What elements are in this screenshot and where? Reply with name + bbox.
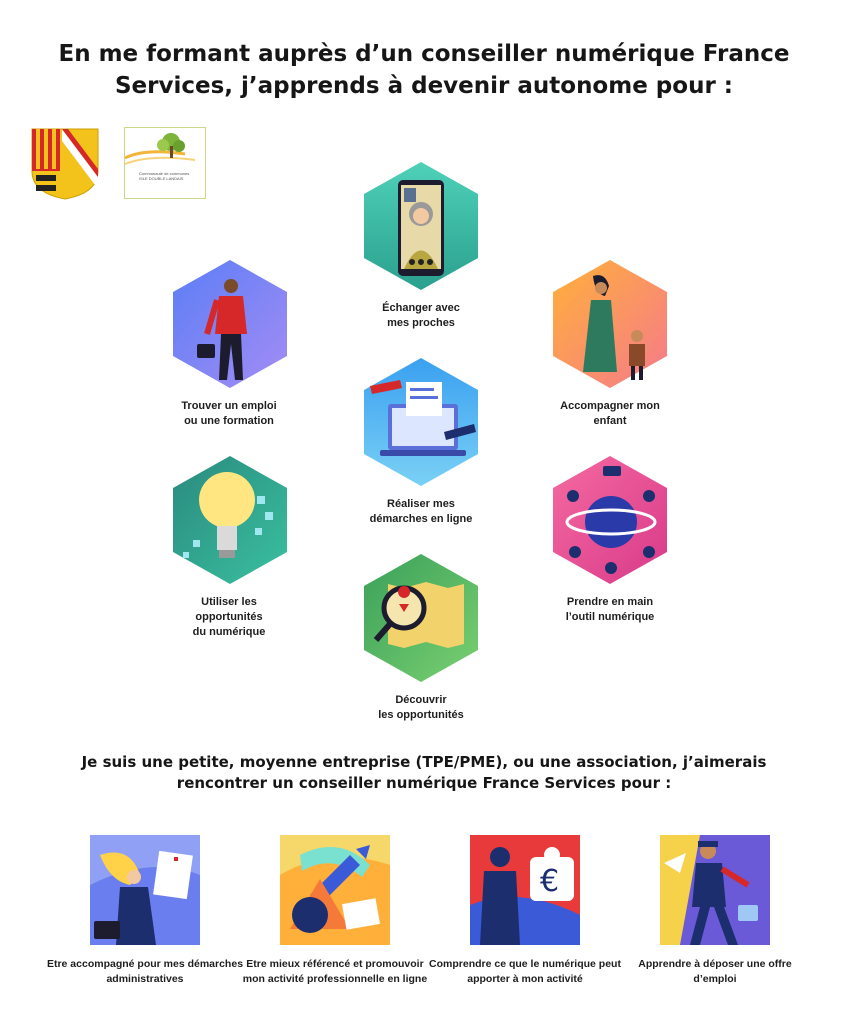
page-title [0,38,848,102]
svg-text:€: € [540,864,560,899]
caption-line: administratives [106,973,184,985]
hexagon-job-icon [173,260,287,388]
caption-line: Découvrir [395,694,447,706]
hexagon-exchange-icon [364,162,478,290]
hexagon-lightbulb-icon [173,456,287,584]
caption-line: mon activité professionnelle en ligne [242,973,428,985]
caption-line: Etre mieux référencé et promouvoir [246,958,424,970]
caption-line: Utiliser les [201,596,257,608]
community-logo-text-1: Communauté de communes [139,171,190,176]
hexagon-map-icon [364,554,478,682]
caption-line: Échanger avec [382,302,460,314]
caption-card-job-offer [615,957,815,987]
title-line-2: Services, j’apprends à devenir autonome pour : [114,73,733,99]
caption-line: apporter à mon activité [467,973,583,985]
caption-line: Apprendre à déposer une offre [638,958,792,970]
caption-line: les opportunités [378,709,464,721]
caption-line: l’outil numérique [565,611,655,623]
card-digital-value-icon [470,835,580,945]
card-job-offer-icon [660,835,770,945]
caption-line: Etre accompagné pour mes démarches [46,958,244,970]
caption-job [144,399,314,429]
caption-digital-tool [525,595,695,625]
caption-line: enfant [593,415,627,427]
business-subtitle [0,752,848,794]
caption-discover [336,693,506,723]
caption-line: ou une formation [184,415,274,427]
caption-line: opportunités [195,611,263,623]
caption-line: du numérique [192,626,266,638]
caption-opportunities-digital [144,595,314,640]
card-admin-procedures-icon [90,835,200,945]
title-line-1: En me formant auprès d’un conseiller numérique France [58,41,790,67]
caption-child [525,399,695,429]
card-promote-activity-icon [280,835,390,945]
caption-line: d’emploi [693,973,737,985]
caption-line: Accompagner mon [560,400,660,412]
caption-exchange [336,301,506,331]
caption-card-admin [45,957,245,987]
caption-line: Prendre en main [566,596,654,608]
business-subtitle-line-2: rencontrer un conseiller numérique France Services pour : [176,774,672,792]
caption-online-procedures [336,497,506,527]
caption-line: démarches en ligne [369,513,473,525]
caption-line: Comprendre ce que le numérique peut [429,958,621,970]
hexagon-online-procedures-icon [364,358,478,486]
coat-of-arms-logo [30,127,100,201]
caption-card-digital-value [425,957,625,987]
caption-line: Trouver un emploi [181,400,277,412]
community-logo [124,127,206,199]
caption-card-promote [235,957,435,987]
caption-line: mes proches [387,317,455,329]
business-subtitle-line-1: Je suis une petite, moyenne entreprise (TPE/PME), ou une association, j’aimerais [81,753,767,771]
caption-line: Réaliser mes [387,498,455,510]
hexagon-child-icon [553,260,667,388]
community-logo-text-2: ISLE DOUBLE LANDAIS [139,176,184,181]
hexagon-globe-icon [553,456,667,584]
